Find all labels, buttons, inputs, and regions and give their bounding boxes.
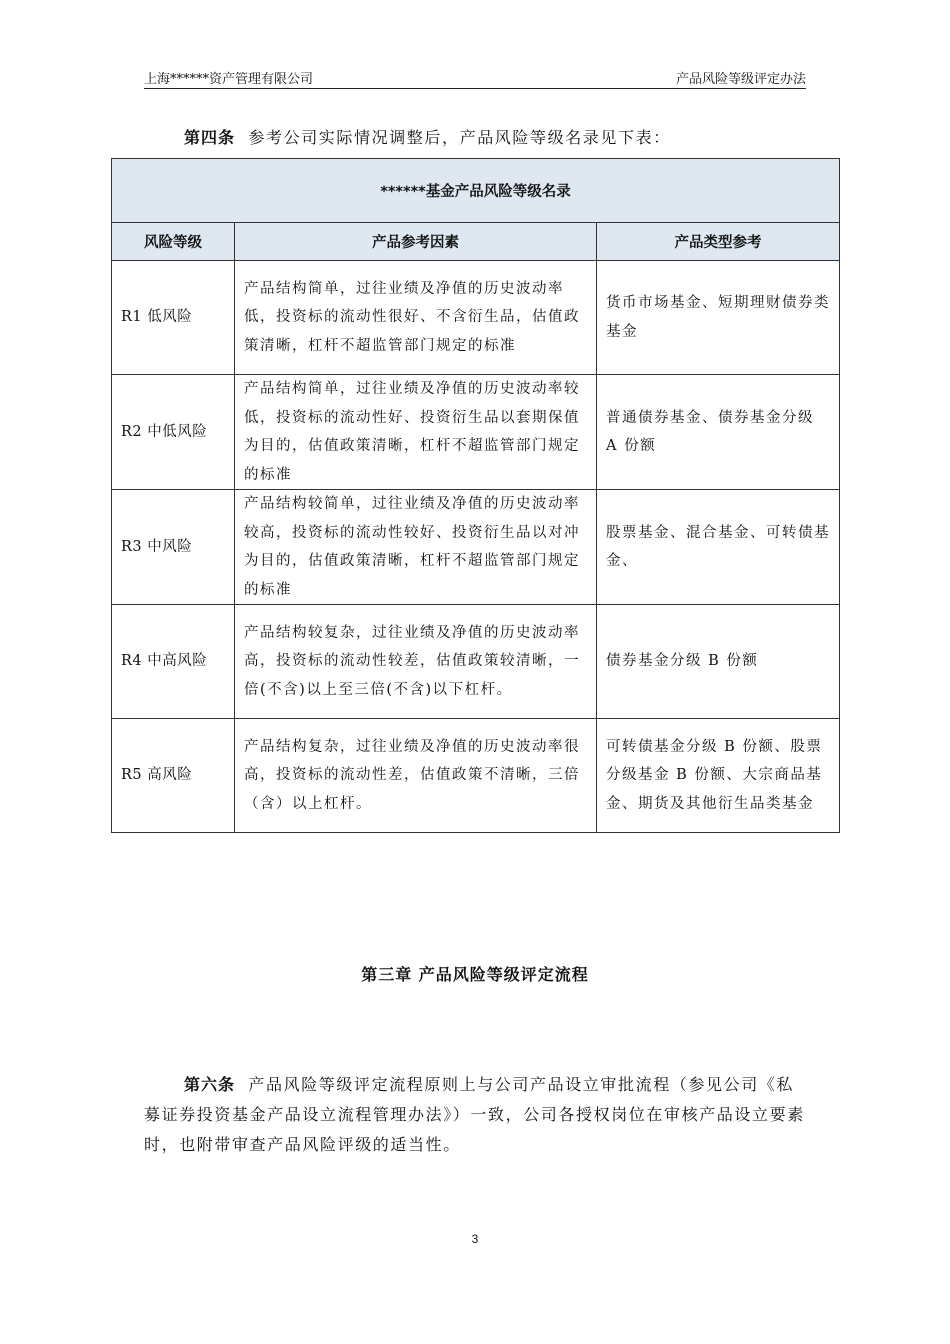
risk-level-cell: R2 中低风险	[112, 375, 235, 490]
factors-cell: 产品结构较复杂，过往业绩及净值的历史波动率高，投资标的流动性较差，估值政策较清晰，一倍(不含)以上至三倍(不含)以下杠杆。	[235, 605, 597, 719]
article-6	[144, 1070, 808, 1160]
factors-cell: 产品结构简单，过往业绩及净值的历史波动率较低，投资标的流动性好、投资衍生品以套期保值为目的，估值政策清晰，杠杆不超监管部门规定的标准	[235, 375, 597, 490]
article-6-text: 产品风险等级评定流程原则上与公司产品设立审批流程（参见公司《私募证券投资基金产品设立流程管理办法》）一致，公司各授权岗位在审核产品设立要素时，也附带审查产品风险评级的适当性。	[144, 1075, 805, 1154]
article-4	[184, 123, 671, 153]
types-cell: 货币市场基金、短期理财债券类基金	[597, 261, 840, 375]
types-cell: 股票基金、混合基金、可转债基金、	[597, 490, 840, 605]
page-header	[144, 66, 806, 89]
table-header-row	[112, 223, 840, 261]
table-row	[112, 261, 840, 375]
header-factors: 产品参考因素	[235, 223, 597, 261]
types-cell: 债券基金分级 B 份额	[597, 605, 840, 719]
table-title-row	[112, 159, 840, 223]
factors-cell: 产品结构简单，过往业绩及净值的历史波动率低，投资标的流动性很好、不含衍生品，估值政策清晰，杠杆不超监管部门规定的标准	[235, 261, 597, 375]
table-row	[112, 605, 840, 719]
risk-level-cell: R4 中高风险	[112, 605, 235, 719]
risk-level-cell: R3 中风险	[112, 490, 235, 605]
article-6-label: 第六条	[184, 1075, 236, 1094]
risk-level-cell: R1 低风险	[112, 261, 235, 375]
article-4-text: 参考公司实际情况调整后，产品风险等级名录见下表：	[248, 128, 671, 147]
risk-level-cell: R5 高风险	[112, 719, 235, 833]
types-cell: 普通债券基金、债券基金分级 A 份额	[597, 375, 840, 490]
header-risk-level: 风险等级	[112, 223, 235, 261]
table-title: ******基金产品风险等级名录	[112, 159, 840, 223]
chapter-heading: 第三章 产品风险等级评定流程	[361, 965, 589, 984]
table-row	[112, 375, 840, 490]
factors-cell: 产品结构较简单，过往业绩及净值的历史波动率较高，投资标的流动性较好、投资衍生品以对冲为目的，估值政策清晰，杠杆不超监管部门规定的标准	[235, 490, 597, 605]
page-number: 3	[471, 1232, 479, 1246]
article-4-label: 第四条	[184, 128, 236, 147]
table-row	[112, 490, 840, 605]
table-row	[112, 719, 840, 833]
document-title: 产品风险等级评定办法	[675, 72, 806, 87]
factors-cell: 产品结构复杂，过往业绩及净值的历史波动率很高，投资标的流动性差，估值政策不清晰，三倍（含）以上杠杆。	[235, 719, 597, 833]
header-types: 产品类型参考	[597, 223, 840, 261]
types-cell: 可转债基金分级 B 份额、股票分级基金 B 份额、大宗商品基金、期货及其他衍生品类基金	[597, 719, 840, 833]
risk-level-table	[111, 158, 840, 833]
company-name: 上海******资产管理有限公司	[144, 72, 314, 87]
